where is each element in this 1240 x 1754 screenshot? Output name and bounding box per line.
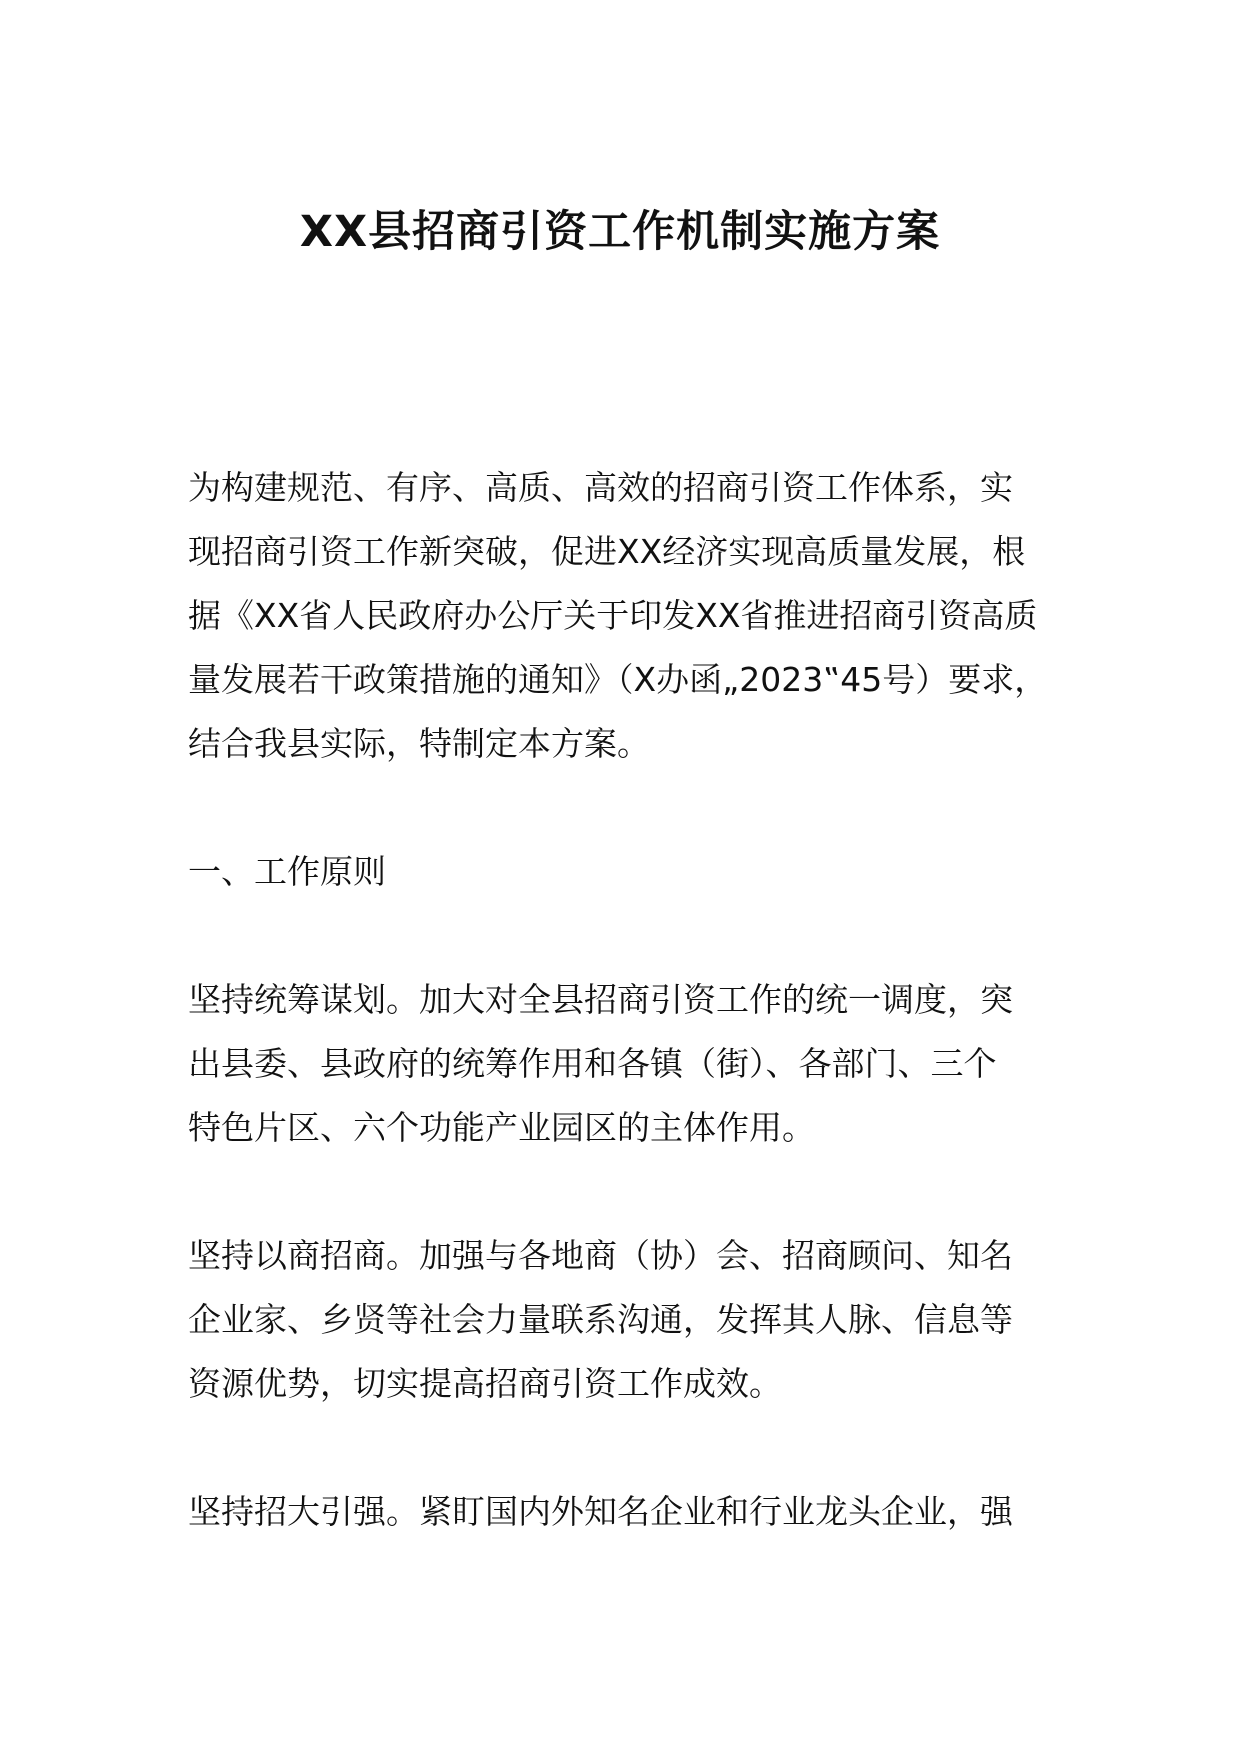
intro-line: 为构建规范、有序、高质、高效的招商引资工作体系，实 (188, 468, 1013, 507)
principle-line: 坚持招大引强。紧盯国内外知名企业和行业龙头企业，强 (188, 1492, 1013, 1531)
principle-line: 企业家、乡贤等社会力量联系沟通，发挥其人脉、信息等 (188, 1300, 1013, 1339)
principle-overall-planning-paragraph (188, 968, 1054, 1160)
intro-line: 结合我县实际，特制定本方案。 (188, 724, 650, 763)
intro-paragraph (188, 456, 1054, 776)
section-heading-work-principles (188, 840, 1054, 904)
intro-line: 现招商引资工作新突破，促进XX经济实现高质量发展，根 (188, 532, 1026, 571)
document-title: XX县招商引资工作机制实施方案 (299, 207, 941, 257)
principle-line: 特色片区、六个功能产业园区的主体作用。 (188, 1108, 815, 1147)
principle-line: 出县委、县政府的统筹作用和各镇（街）、各部门、三个 (188, 1044, 997, 1083)
principle-business-attraction-paragraph (188, 1224, 1054, 1416)
principle-line: 坚持统筹谋划。加大对全县招商引资工作的统一调度，突 (188, 980, 1013, 1019)
principle-line: 资源优势，切实提高招商引资工作成效。 (188, 1364, 782, 1403)
principle-big-strong-paragraph (188, 1480, 1054, 1544)
intro-line: 量发展若干政策措施的通知》（X办函„2023‟45号）要求， (188, 660, 1048, 699)
intro-line: 据《XX省人民政府办公厅关于印发XX省推进招商引资高质 (188, 596, 1038, 635)
section-heading-text: 一、工作原则 (188, 852, 386, 891)
principle-line: 坚持以商招商。加强与各地商（协）会、招商顾问、知名 (188, 1236, 1013, 1275)
